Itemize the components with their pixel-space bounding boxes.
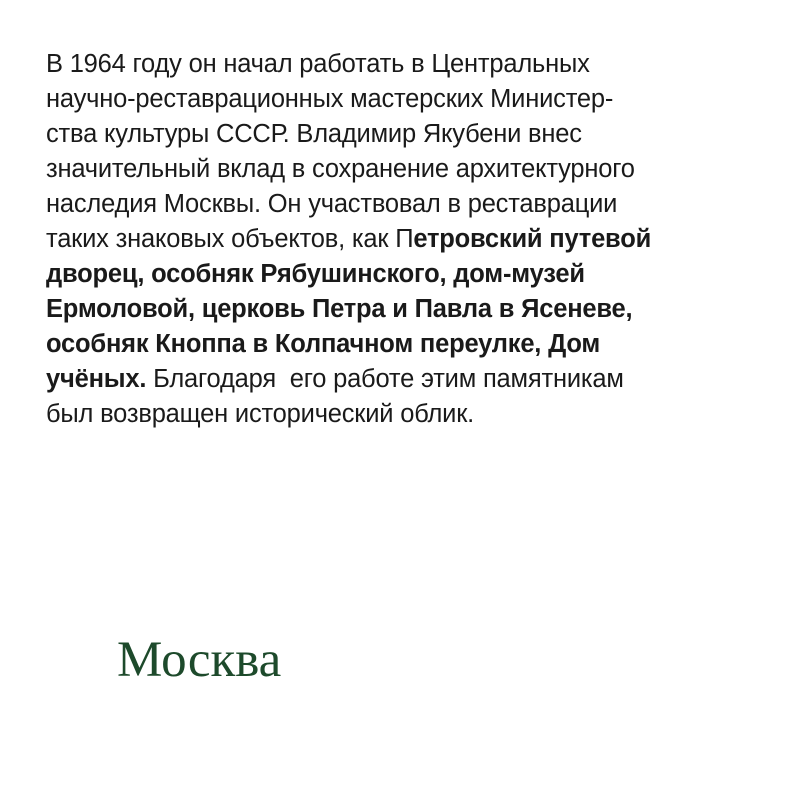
article-line-10-regular: Благодаря его работе этим памятникам	[146, 365, 624, 393]
article-line-1: В 1964 году он начал работать в Центральных	[46, 50, 590, 78]
article-line-3: ства культуры СССР. Владимир Якубени внес	[46, 120, 582, 148]
article-line-5: наследия Москвы. Он участвовал в реставрации	[46, 190, 618, 218]
article-line-8: Ермоловой, церковь Петра и Павла в Ясеневе,	[46, 295, 633, 323]
article-line-6	[46, 222, 766, 257]
article-line-6-bold: етровский путевой	[413, 225, 652, 253]
article-text	[46, 47, 766, 432]
article-line-10-bold: учёных.	[46, 365, 147, 393]
article-line-7: дворец, особняк Рябушинского, дом-музей	[46, 260, 585, 288]
article-line-9: особняк Кноппа в Колпачном переулке, Дом	[46, 330, 601, 358]
article-line-2: научно-реставрационных мастерских Министер-	[46, 85, 614, 113]
article-line-11: был возвращен исторический облик.	[46, 400, 475, 428]
footer-city-title: Москва	[117, 632, 282, 688]
article-line-10	[46, 362, 766, 397]
article-line-6-regular: таких знаковых объектов, как П	[46, 225, 414, 253]
article-line-4: значительный вклад в сохранение архитектурного	[46, 155, 635, 183]
